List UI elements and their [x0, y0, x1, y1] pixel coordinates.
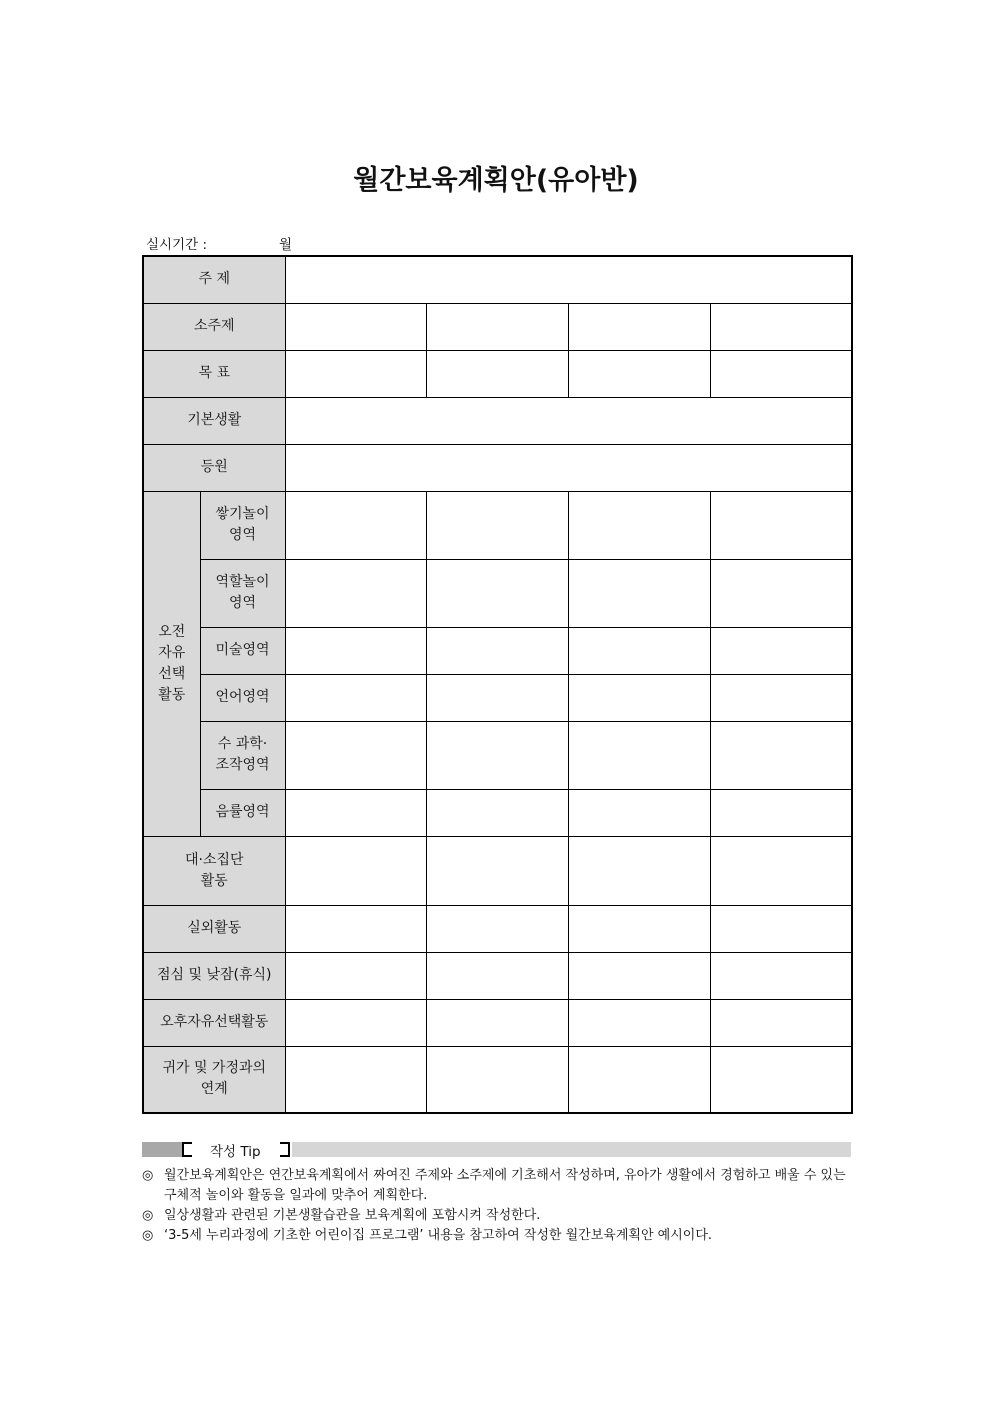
area-cell[interactable]	[710, 789, 852, 836]
group-activity-cell[interactable]	[710, 836, 852, 905]
subtheme-cell[interactable]	[710, 303, 852, 350]
home-link-cell[interactable]	[568, 1046, 710, 1113]
area-cell[interactable]	[426, 491, 568, 559]
area-cell[interactable]	[710, 491, 852, 559]
row-area-music	[143, 789, 852, 836]
area-cell[interactable]	[426, 721, 568, 789]
home-link-header: 귀가 및 가정과의 연계	[143, 1046, 285, 1113]
tip-item	[142, 1226, 854, 1246]
group-activity-header: 대·소집단 활동	[143, 836, 285, 905]
home-link-cell[interactable]	[710, 1046, 852, 1113]
home-link-cell[interactable]	[426, 1046, 568, 1113]
area-cell[interactable]	[568, 789, 710, 836]
period-month: 월	[279, 237, 293, 253]
group-activity-cell[interactable]	[285, 836, 426, 905]
row-arrival	[143, 444, 852, 491]
outdoor-cell[interactable]	[568, 905, 710, 952]
morning-activity-header: 오전 자유 선택 활동	[143, 491, 200, 836]
row-subtheme	[143, 303, 852, 350]
area-header-science: 수 과학· 조작영역	[200, 721, 285, 789]
right-bracket-icon	[280, 1142, 290, 1157]
tip-item	[142, 1206, 854, 1226]
tip-text: ‘3-5세 누리과정에 기초한 어린이집 프로그램’ 내용을 참고하여 작성한 월간보육계획안 예시이다.	[164, 1228, 713, 1243]
area-cell[interactable]	[710, 721, 852, 789]
outdoor-header: 실외활동	[143, 905, 285, 952]
monthly-plan-table	[142, 255, 853, 1114]
area-cell[interactable]	[568, 627, 710, 674]
area-cell[interactable]	[285, 721, 426, 789]
row-area-role	[143, 559, 852, 627]
afternoon-cell[interactable]	[285, 999, 426, 1046]
bullet-icon: ◎	[142, 1168, 154, 1183]
row-area-science	[143, 721, 852, 789]
afternoon-cell[interactable]	[710, 999, 852, 1046]
outdoor-cell[interactable]	[285, 905, 426, 952]
basic-life-cell[interactable]	[285, 397, 852, 444]
period-line	[146, 233, 446, 251]
row-area-block	[143, 491, 852, 559]
group-activity-cell[interactable]	[426, 836, 568, 905]
tip-header-bar	[142, 1142, 851, 1160]
goal-header: 목 표	[143, 350, 285, 397]
area-cell[interactable]	[285, 674, 426, 721]
tip-bar-dark-segment	[142, 1142, 182, 1157]
area-cell[interactable]	[568, 721, 710, 789]
area-header-language: 언어영역	[200, 674, 285, 721]
area-header-music: 음률영역	[200, 789, 285, 836]
tip-list	[142, 1166, 854, 1246]
row-afternoon	[143, 999, 852, 1046]
subtheme-cell[interactable]	[568, 303, 710, 350]
home-link-cell[interactable]	[285, 1046, 426, 1113]
area-cell[interactable]	[426, 559, 568, 627]
row-theme	[143, 256, 852, 303]
left-bracket-icon	[182, 1142, 192, 1157]
area-cell[interactable]	[426, 627, 568, 674]
outdoor-cell[interactable]	[710, 905, 852, 952]
area-header-role: 역할놀이 영역	[200, 559, 285, 627]
lunch-nap-cell[interactable]	[710, 952, 852, 999]
lunch-nap-cell[interactable]	[568, 952, 710, 999]
area-cell[interactable]	[710, 674, 852, 721]
subtheme-cell[interactable]	[426, 303, 568, 350]
lunch-nap-header: 점심 및 낮잠(휴식)	[143, 952, 285, 999]
area-cell[interactable]	[285, 491, 426, 559]
theme-header: 주 제	[143, 256, 285, 303]
theme-cell[interactable]	[285, 256, 852, 303]
bullet-icon: ◎	[142, 1228, 154, 1243]
area-cell[interactable]	[426, 789, 568, 836]
lunch-nap-cell[interactable]	[285, 952, 426, 999]
area-cell[interactable]	[285, 559, 426, 627]
bullet-icon: ◎	[142, 1208, 154, 1223]
tip-text: 일상생활과 관련된 기본생활습관을 보육계획에 포함시켜 작성한다.	[164, 1208, 541, 1223]
row-lunch-nap	[143, 952, 852, 999]
area-cell[interactable]	[568, 491, 710, 559]
afternoon-header: 오후자유선택활동	[143, 999, 285, 1046]
goal-cell[interactable]	[426, 350, 568, 397]
tip-label: 작성 Tip	[210, 1144, 261, 1160]
area-cell[interactable]	[710, 559, 852, 627]
row-group-activity	[143, 836, 852, 905]
row-home-link	[143, 1046, 852, 1113]
afternoon-cell[interactable]	[568, 999, 710, 1046]
page-title: 월간보육계획안(유아반)	[353, 165, 639, 196]
area-cell[interactable]	[426, 674, 568, 721]
row-basic-life	[143, 397, 852, 444]
area-cell[interactable]	[710, 627, 852, 674]
area-header-art: 미술영역	[200, 627, 285, 674]
lunch-nap-cell[interactable]	[426, 952, 568, 999]
row-area-art	[143, 627, 852, 674]
subtheme-header: 소주제	[143, 303, 285, 350]
area-cell[interactable]	[568, 559, 710, 627]
row-area-language	[143, 674, 852, 721]
arrival-cell[interactable]	[285, 444, 852, 491]
tip-item	[142, 1166, 854, 1206]
arrival-header: 등원	[143, 444, 285, 491]
row-outdoor	[143, 905, 852, 952]
subtheme-cell[interactable]	[285, 303, 426, 350]
basic-life-header: 기본생활	[143, 397, 285, 444]
area-cell[interactable]	[285, 789, 426, 836]
period-label: 실시기간 :	[146, 237, 208, 253]
area-cell[interactable]	[285, 627, 426, 674]
tip-text: 월간보육계획안은 연간보육계획에서 짜여진 주제와 소주제에 기초해서 작성하며, 유아가 생활에서 경험하고 배울 수 있는 구체적 놀이와 활동을 일과에 맞추어 계획한다.	[164, 1168, 846, 1203]
group-activity-cell[interactable]	[568, 836, 710, 905]
area-header-block: 쌓기놀이 영역	[200, 491, 285, 559]
row-goal	[143, 350, 852, 397]
afternoon-cell[interactable]	[426, 999, 568, 1046]
goal-cell[interactable]	[568, 350, 710, 397]
tip-bar-light-segment	[292, 1142, 851, 1157]
goal-cell[interactable]	[285, 350, 426, 397]
goal-cell[interactable]	[710, 350, 852, 397]
outdoor-cell[interactable]	[426, 905, 568, 952]
area-cell[interactable]	[568, 674, 710, 721]
